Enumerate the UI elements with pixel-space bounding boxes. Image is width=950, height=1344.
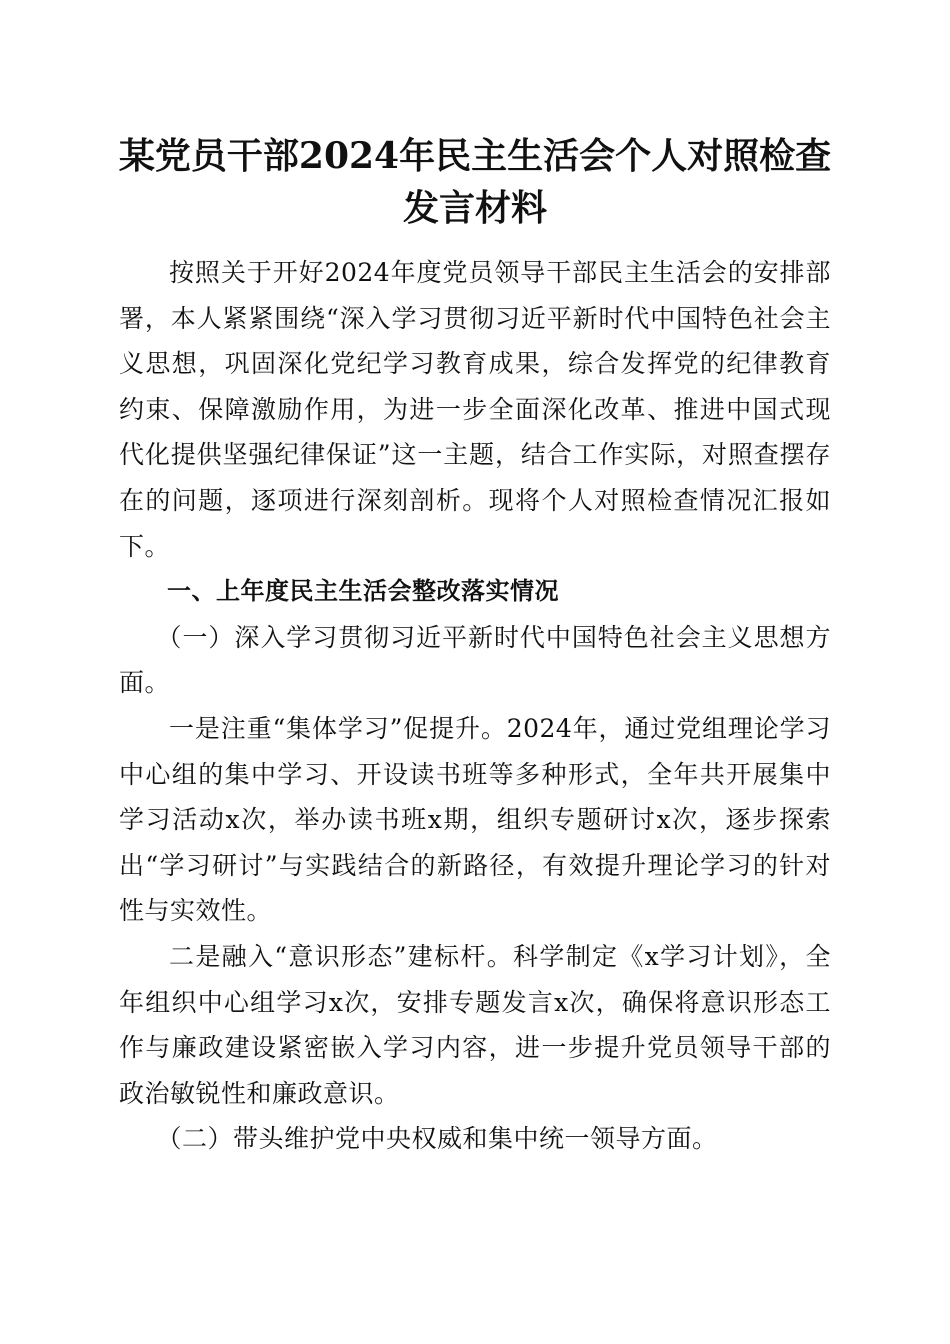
title-line-2: 发言材料 <box>402 187 547 229</box>
intro-paragraph: 按照关于开好2024年度党员领导干部民主生活会的安排部署，本人紧紧围绕“深入学习贯彻习近平新时代中国特色社会主义思想，巩固深化党纪学习教育成果，综合发挥党的纪律教育约束、保障激励作用，为进一步全面深化改革、推进中国式现代化提供坚强纪律保证”这一主题，结合工作实际，对照查摆存在的问题，逐项进行深刻剖析。现将个人对照检查情况汇报如下。 <box>119 258 831 561</box>
point-paragraph-2: 二是融入“意识形态”建标杆。科学制定《x学习计划》，全年组织中心组学习x次，安排专题发言x次，确保将意识形态工作与廉政建设紧密嵌入学习内容，进一步提升党员领导干部的政治敏锐性和廉政意识。 <box>119 941 831 1108</box>
document-title <box>100 130 850 234</box>
section-heading-1: 一、上年度民主生活会整改落实情况 <box>167 577 559 606</box>
document-body <box>119 250 831 1162</box>
point-paragraph-1: 一是注重“集体学习”促提升。2024年，通过党组理论学习中心组的集中学习、开设读书班等多种形式，全年共开展集中学习活动x次，举办读书班x期，组织专题研讨x次，逐步探索出“学习研讨”与实践结合的新路径，有效提升理论学习的针对性与实效性。 <box>119 713 831 926</box>
subsection-heading-2: （二）带头维护党中央权威和集中统一领导方面。 <box>156 1124 718 1154</box>
title-line-1: 某党员干部2024年民主生活会个人对照检查 <box>118 135 832 177</box>
subsection-heading-1: （一）深入学习贯彻习近平新时代中国特色社会主义思想方面。 <box>119 622 831 698</box>
